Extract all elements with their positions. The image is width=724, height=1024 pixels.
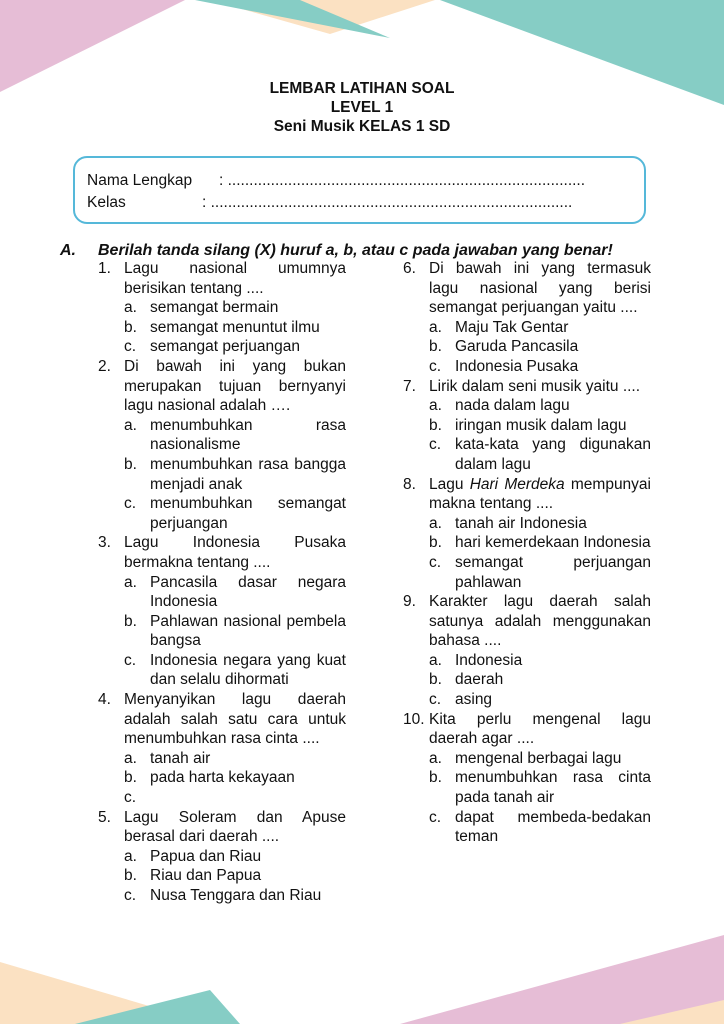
- option-letter: a.: [124, 573, 137, 591]
- option-letter: c.: [124, 651, 137, 669]
- answer-option[interactable]: [403, 808, 651, 847]
- name-field[interactable]: : ...................................................................................: [219, 172, 586, 189]
- section-letter: A.: [60, 242, 76, 259]
- option-text: menumbuhkan rasa nasionalisme: [150, 416, 346, 454]
- option-letter: a.: [429, 318, 442, 336]
- option-text: kata-kata yang digunakan dalam lagu: [455, 436, 651, 473]
- option-letter: b.: [429, 769, 442, 787]
- answer-option[interactable]: [403, 749, 651, 769]
- option-text: dapat membeda-bedakan teman: [455, 808, 651, 846]
- answer-option[interactable]: [403, 416, 651, 436]
- name-label: Nama Lengkap: [87, 172, 193, 189]
- question-text: Di bawah ini yang bukan merupakan tujuan bernyanyi lagu nasional adalah ….: [124, 357, 346, 415]
- question-number: 9.: [403, 593, 416, 611]
- option-letter: c.: [429, 808, 442, 826]
- answer-option[interactable]: [98, 573, 346, 612]
- option-letter: a.: [429, 397, 442, 415]
- answer-option[interactable]: [403, 396, 651, 416]
- option-text: menumbuhkan rasa bangga menjadi anak: [150, 455, 346, 493]
- class-field[interactable]: : ....................................................................................: [202, 194, 573, 211]
- question-item: [98, 357, 346, 533]
- option-letter: b.: [124, 867, 137, 885]
- option-text: Riau dan Papua: [150, 867, 262, 885]
- answer-option[interactable]: [403, 337, 651, 357]
- answer-option[interactable]: [403, 435, 651, 474]
- question-number: 1.: [98, 260, 111, 277]
- question-item: [403, 259, 651, 377]
- answer-option[interactable]: [98, 494, 346, 533]
- question-stem: [98, 690, 346, 749]
- question-item: [98, 690, 346, 808]
- answer-option[interactable]: [98, 651, 346, 690]
- question-item: [403, 710, 651, 847]
- option-text: semangat perjuangan: [150, 338, 300, 356]
- question-item: [98, 533, 346, 690]
- answer-option[interactable]: [403, 553, 651, 592]
- option-text: tanah air: [150, 749, 211, 767]
- answer-option[interactable]: [98, 298, 346, 318]
- title-line-2: LEVEL 1: [330, 99, 394, 116]
- song-title: Hari Merdeka: [469, 475, 565, 493]
- option-letter: b.: [429, 534, 442, 552]
- questions-right-column: [403, 259, 651, 847]
- question-number: 7.: [403, 377, 416, 395]
- answer-option[interactable]: [403, 651, 651, 671]
- question-text: Kita perlu mengenal lagu daerah agar ....: [429, 710, 651, 748]
- option-text: pada harta kekayaan: [150, 769, 295, 787]
- worksheet-title: [0, 79, 724, 136]
- question-stem: [403, 592, 651, 651]
- answer-option[interactable]: [98, 788, 346, 808]
- question-stem: [403, 259, 651, 318]
- option-letter: a.: [429, 651, 442, 669]
- question-number: 3.: [98, 534, 111, 552]
- option-letter: c.: [429, 357, 442, 375]
- answer-option[interactable]: [98, 455, 346, 494]
- question-text-end: mempunyai makna tentang ....: [429, 475, 651, 513]
- questions-left-column: [98, 259, 346, 906]
- option-text: mengenal berbagai lagu: [455, 749, 622, 767]
- option-text: Pancasila dasar negara Indonesia: [150, 573, 346, 611]
- question-text: Lagu Indonesia Pusaka bermakna tentang ....: [124, 534, 346, 571]
- option-letter: b.: [124, 455, 137, 473]
- option-text: Maju Tak Gentar: [455, 318, 569, 336]
- option-text: daerah: [455, 671, 504, 689]
- option-letter: a.: [429, 514, 442, 532]
- class-label: Kelas: [87, 194, 126, 211]
- option-letter: a.: [124, 847, 137, 865]
- answer-option[interactable]: [98, 416, 346, 455]
- answer-option[interactable]: [403, 670, 651, 690]
- question-number: 4.: [98, 691, 111, 709]
- question-number: 5.: [98, 808, 111, 826]
- question-text: [429, 475, 651, 514]
- question-item: [403, 475, 651, 593]
- option-text: iringan musik dalam lagu: [455, 416, 627, 434]
- option-text: Indonesia Pusaka: [455, 357, 579, 375]
- question-stem: [403, 377, 651, 397]
- option-letter: b.: [429, 338, 442, 356]
- option-text: semangat menuntut ilmu: [150, 318, 320, 336]
- answer-option[interactable]: [98, 886, 346, 906]
- option-text: Papua dan Riau: [150, 847, 262, 865]
- question-stem: [403, 710, 651, 749]
- question-number: 10.: [403, 710, 425, 728]
- option-text: nada dalam lagu: [455, 397, 570, 415]
- answer-option[interactable]: [403, 768, 651, 807]
- class-row: [87, 192, 644, 214]
- answer-option[interactable]: [403, 514, 651, 534]
- option-text: [150, 788, 346, 808]
- answer-option[interactable]: [403, 533, 651, 553]
- option-letter: a.: [429, 749, 442, 767]
- option-letter: a.: [124, 749, 137, 767]
- option-text: Indonesia negara yang kuat dan selalu dihormati: [150, 651, 346, 689]
- option-letter: b.: [429, 671, 442, 689]
- option-letter: a.: [124, 416, 137, 434]
- option-text: Nusa Tenggara dan Riau: [150, 887, 322, 904]
- answer-option[interactable]: [98, 866, 346, 886]
- question-text: Lirik dalam seni musik yaitu ....: [429, 377, 641, 395]
- option-text: semangat bermain: [150, 299, 279, 317]
- option-letter: c.: [429, 553, 442, 571]
- question-number: 2.: [98, 357, 111, 375]
- option-text: asing: [455, 691, 493, 709]
- name-row: [87, 170, 644, 192]
- question-item: [403, 377, 651, 475]
- question-stem: [98, 808, 346, 847]
- option-text: tanah air Indonesia: [455, 514, 587, 532]
- option-text: menumbuhkan semangat perjuangan: [150, 495, 346, 532]
- question-text: Di bawah ini yang termasuk lagu nasional yang berisi semangat perjuangan yaitu ....: [429, 260, 651, 317]
- instruction-text: Berilah tanda silang (X) huruf a, b, atau c pada jawaban yang benar!: [98, 242, 613, 259]
- option-text: Pahlawan nasional pembela bangsa: [150, 612, 346, 650]
- section-instruction: [60, 242, 700, 260]
- question-text: Karakter lagu daerah salah satunya adalah menggunakan bahasa ....: [429, 593, 651, 650]
- answer-option[interactable]: [403, 318, 651, 338]
- option-letter: c.: [124, 495, 137, 513]
- option-text: semangat perjuangan pahlawan: [455, 553, 651, 591]
- option-text: Indonesia: [455, 651, 523, 669]
- question-text: Lagu Soleram dan Apuse berasal dari daerah ....: [124, 808, 346, 846]
- question-text-start: Lagu: [429, 475, 470, 493]
- question-number: 6.: [403, 260, 416, 277]
- answer-option[interactable]: [98, 768, 346, 788]
- question-item: [98, 808, 346, 906]
- option-letter: c.: [124, 887, 137, 904]
- answer-option[interactable]: [98, 318, 346, 338]
- option-text: Garuda Pancasila: [455, 338, 579, 356]
- question-item: [98, 259, 346, 357]
- answer-option[interactable]: [98, 749, 346, 769]
- answer-option[interactable]: [98, 612, 346, 651]
- option-letter: b.: [124, 769, 137, 787]
- answer-option[interactable]: [98, 337, 346, 357]
- option-text: hari kemerdekaan Indonesia: [455, 534, 651, 552]
- title-line-1: LEMBAR LATIHAN SOAL: [269, 80, 455, 97]
- question-stem: [98, 357, 346, 416]
- question-stem: [98, 533, 346, 572]
- option-letter: c.: [124, 338, 137, 356]
- answer-option[interactable]: [403, 357, 651, 377]
- option-letter: c.: [429, 436, 442, 454]
- question-stem: [98, 259, 346, 298]
- option-letter: b.: [429, 416, 442, 434]
- answer-option[interactable]: [98, 847, 346, 867]
- option-text: menumbuhkan rasa cinta pada tanah air: [455, 769, 651, 807]
- question-text: Lagu nasional umumnya berisikan tentang ....: [124, 260, 346, 297]
- title-line-3: Seni Musik KELAS 1 SD: [273, 118, 451, 135]
- question-number: 8.: [403, 475, 416, 493]
- option-letter: b.: [124, 612, 137, 630]
- question-text: Menyanyikan lagu daerah adalah salah satu cara untuk menumbuhkan rasa cinta ....: [124, 691, 346, 748]
- option-letter: a.: [124, 299, 137, 317]
- question-item: [403, 592, 651, 710]
- option-letter: b.: [124, 318, 137, 336]
- option-letter: c.: [429, 691, 442, 709]
- option-letter: c.: [124, 789, 137, 807]
- answer-option[interactable]: [403, 690, 651, 710]
- question-stem: [403, 475, 651, 514]
- student-identity-box: [73, 156, 646, 224]
